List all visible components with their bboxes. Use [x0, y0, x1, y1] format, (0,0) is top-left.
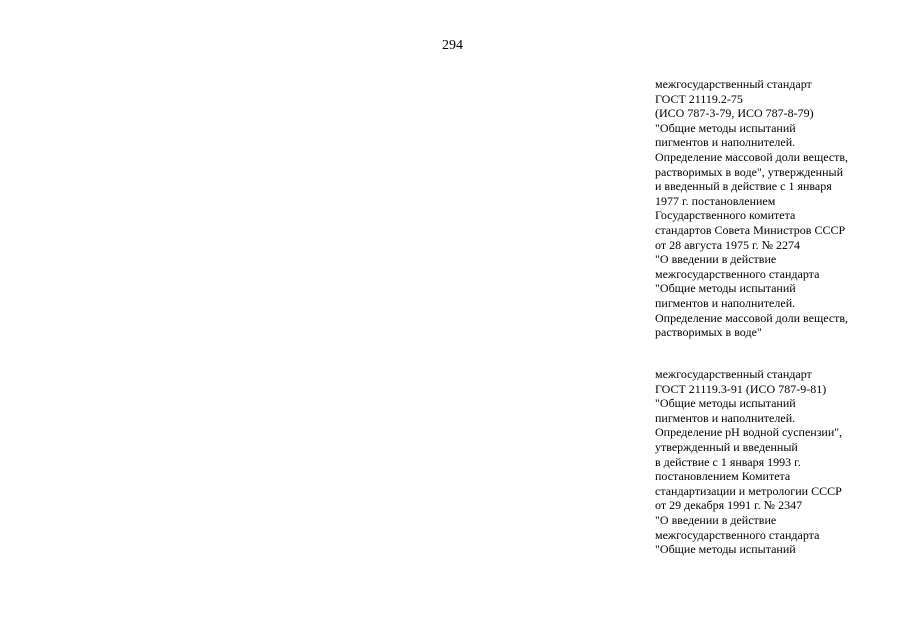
entry-line: постановлением Комитета	[655, 469, 791, 484]
entry-line: в действие с 1 января 1993 г.	[655, 454, 801, 469]
page-number: 294	[442, 38, 463, 53]
entry-line: "Общие методы испытаний	[655, 281, 796, 296]
entry-line: утвержденный и введенный	[655, 439, 798, 454]
entry-line: Определение массовой доли веществ,	[655, 149, 849, 164]
entry-line: растворимых в воде"	[655, 325, 762, 340]
entry-line: пигментов и наполнителей.	[655, 135, 796, 150]
entry-line: и введенный в действие с 1 января	[655, 179, 832, 194]
entry-line: стандартизации и метрологии СССР	[655, 483, 842, 498]
entry-line: от 29 декабря 1991 г. № 2347	[655, 498, 803, 513]
entry-line: Определение массовой доли веществ,	[655, 310, 849, 325]
entry-line: межгосударственного стандарта	[655, 266, 820, 281]
entry-line: Государственного комитета	[655, 208, 796, 223]
entry-line: межгосударственный стандарт	[655, 367, 812, 381]
entry-line: "Общие методы испытаний	[655, 396, 796, 411]
entry-line: пигментов и наполнителей.	[655, 410, 796, 425]
entry-line: "Общие методы испытаний	[655, 542, 796, 557]
entry-line: "О введении в действие	[655, 512, 777, 527]
entry-line: (ИСО 787-3-79, ИСО 787-8-79)	[655, 106, 814, 121]
entry-line: пигментов и наполнителей.	[655, 295, 796, 310]
entry-line: Определение pH водной суспензии",	[655, 425, 843, 440]
entry-line: 1977 г. постановлением	[655, 193, 776, 208]
entry-line: ГОСТ 21119.3-91 (ИСО 787-9-81)	[655, 381, 827, 396]
entry-line: "О введении в действие	[655, 252, 777, 267]
entry-line: межгосударственного стандарта	[655, 527, 820, 542]
entry-line: "Общие методы испытаний	[655, 120, 796, 135]
entry-line: межгосударственный стандарт	[655, 77, 812, 91]
entry-line: стандартов Совета Министров СССР	[655, 222, 846, 237]
document-entry-gost-21119-2-75	[655, 77, 895, 340]
entry-line: от 28 августа 1975 г. № 2274	[655, 237, 801, 252]
entry-line: ГОСТ 21119.2-75	[655, 91, 743, 106]
document-entry-gost-21119-3-91	[655, 367, 895, 557]
entry-line: растворимых в воде", утвержденный	[655, 164, 844, 179]
